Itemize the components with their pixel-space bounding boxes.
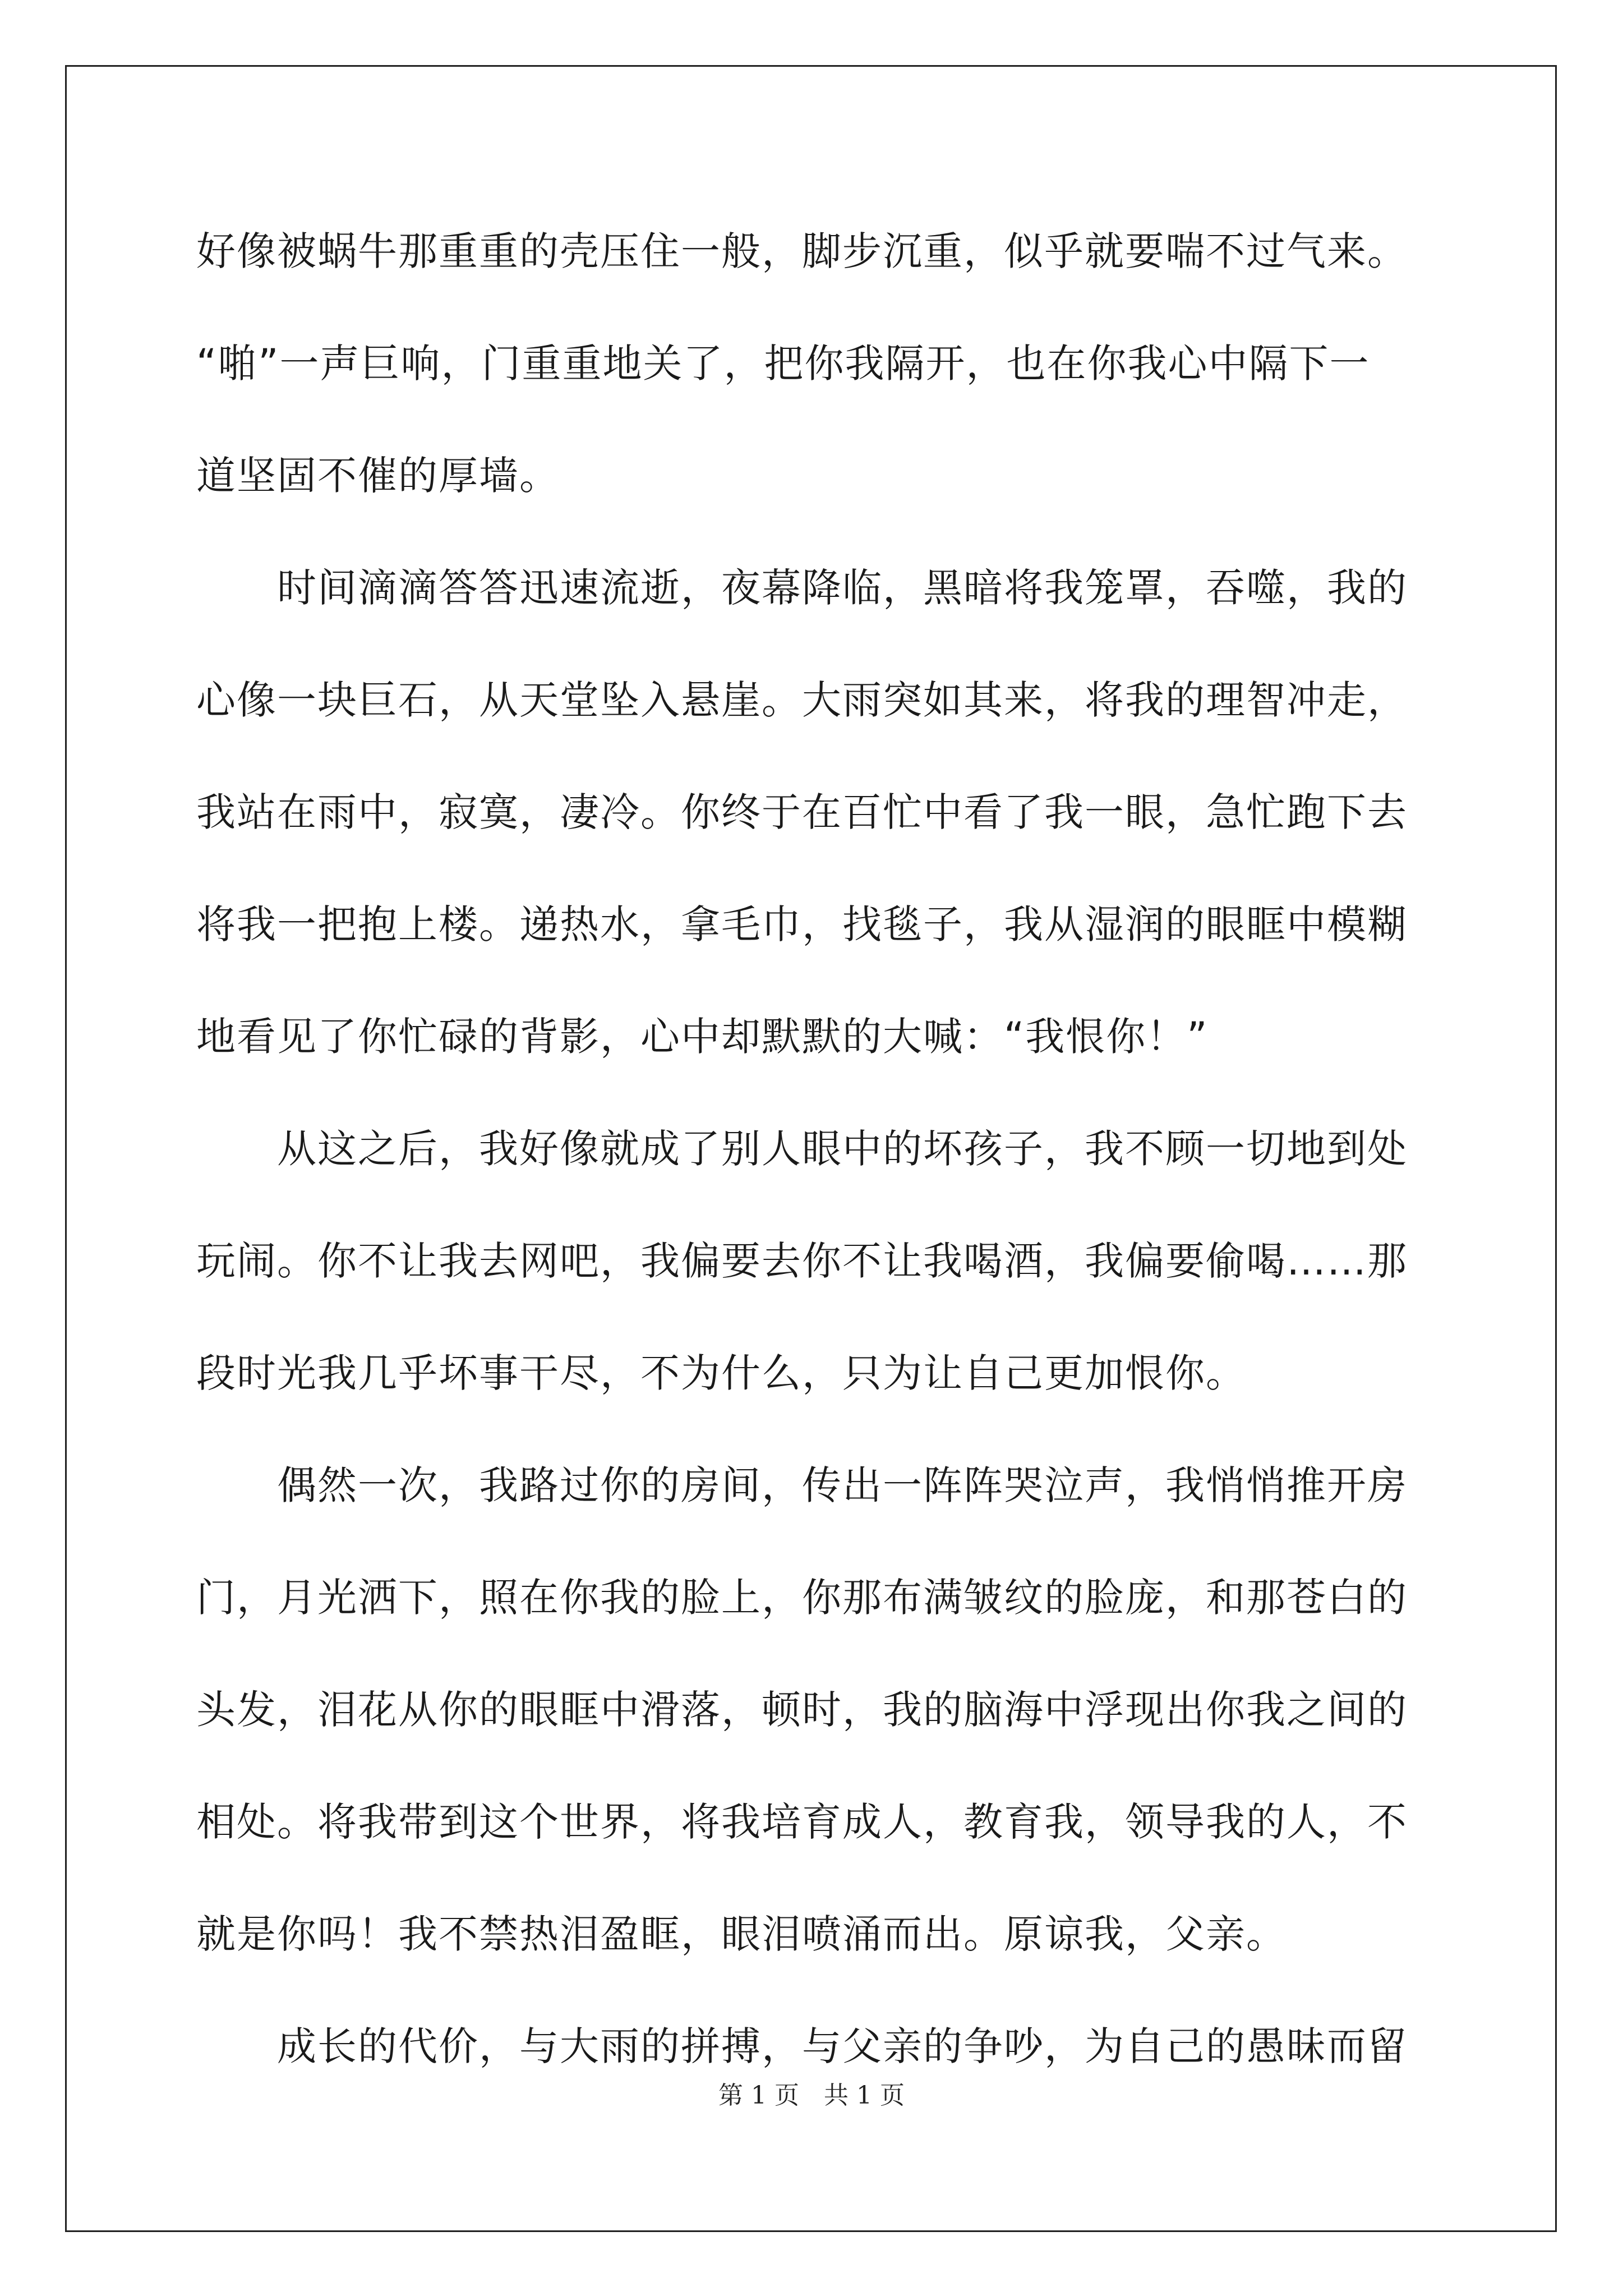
text-line: 从这之后，我好像就成了别人眼中的坏孩子，我不顾一切地到处 bbox=[196, 1126, 1408, 1172]
text-line: 道坚固不催的厚墙。 bbox=[196, 453, 560, 499]
text-line: 相处。将我带到这个世界，将我培育成人，教育我，领导我的人，不 bbox=[196, 1799, 1408, 1845]
text-line: 地看见了你忙碌的背影，心中却默默的大喊：“我恨你！” bbox=[196, 1014, 1209, 1060]
text-line: 玩闹。你不让我去网吧，我偏要去你不让我喝酒，我偏要偷喝……那 bbox=[196, 1238, 1408, 1284]
text-line: 时间滴滴答答迅速流逝，夜幕降临，黑暗将我笼罩，吞噬，我的 bbox=[196, 565, 1408, 611]
text-line: “啪”一声巨响，门重重地关了，把你我隔开，也在你我心中隔下一 bbox=[196, 341, 1370, 386]
text-line: 门，月光洒下，照在你我的脸上，你那布满皱纹的脸庞，和那苍白的 bbox=[196, 1575, 1408, 1621]
text-line: 成长的代价，与大雨的拼搏，与父亲的争吵，为自己的愚昧而留 bbox=[196, 2023, 1408, 2069]
text-line: 心像一块巨石，从天堂坠入悬崖。大雨突如其来，将我的理智冲走， bbox=[196, 677, 1408, 723]
text-line: 偶然一次，我路过你的房间，传出一阵阵哭泣声，我悄悄推开房 bbox=[196, 1462, 1408, 1508]
text-line: 好像被蜗牛那重重的壳压住一般，脚步沉重，似乎就要喘不过气来。 bbox=[196, 228, 1408, 274]
document-body bbox=[196, 218, 1441, 2125]
text-line: 段时光我几乎坏事干尽，不为什么，只为让自己更加恨你。 bbox=[196, 1350, 1246, 1396]
text-line: 将我一把抱上楼。递热水，拿毛巾，找毯子，我从湿润的眼眶中模糊 bbox=[196, 901, 1408, 947]
text-line: 就是你吗！我不禁热泪盈眶，眼泪喷涌而出。原谅我，父亲。 bbox=[196, 1911, 1287, 1957]
text-line: 我站在雨中，寂寞，凄冷。你终于在百忙中看了我一眼，急忙跑下去 bbox=[196, 789, 1408, 835]
page-number-footer: 第 1 页 共 1 页 bbox=[718, 2081, 905, 2110]
text-line: 头发，泪花从你的眼眶中滑落，顿时，我的脑海中浮现出你我之间的 bbox=[196, 1687, 1408, 1733]
